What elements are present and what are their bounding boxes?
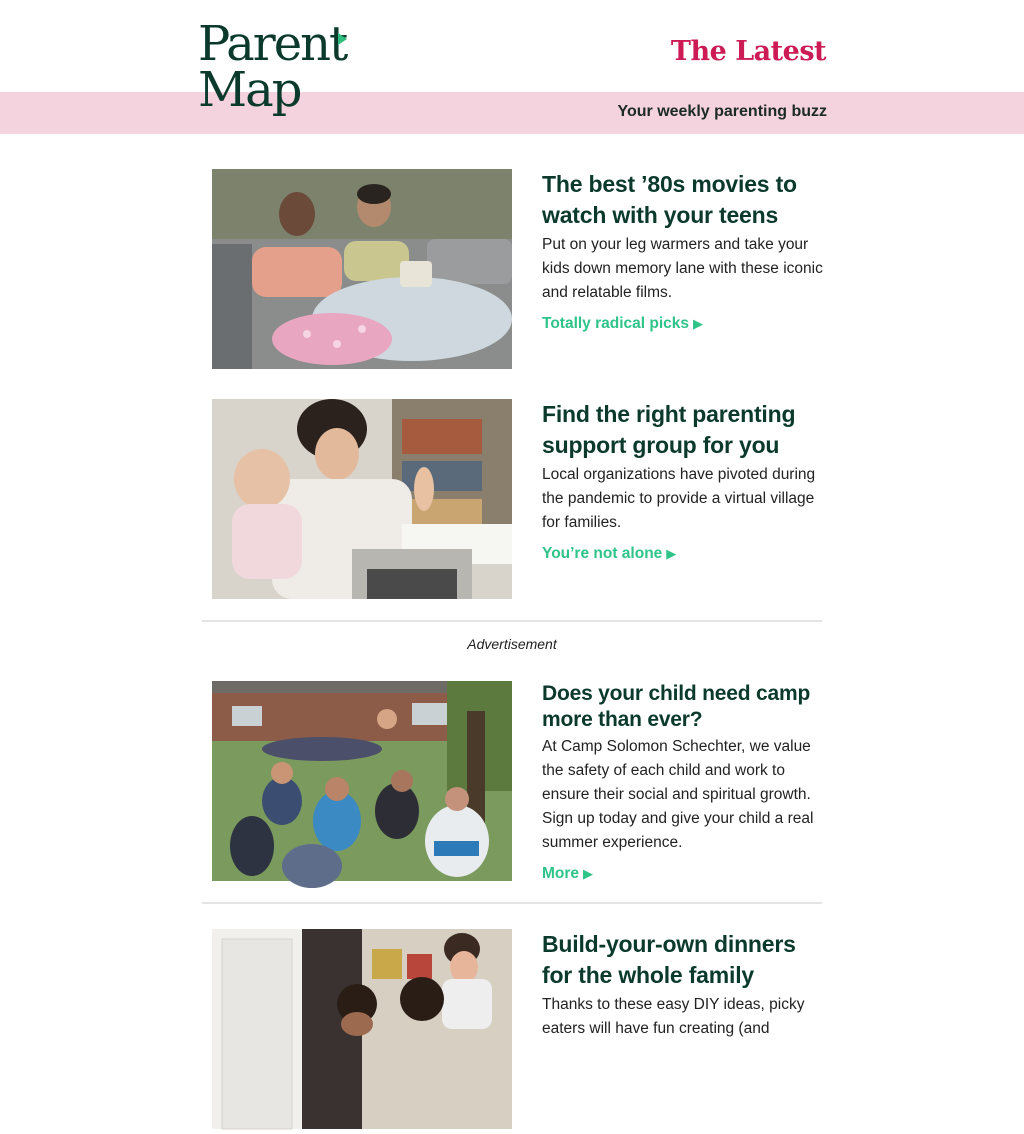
logo-text-map: Map [198, 62, 301, 118]
article-description: Put on your leg warmers and take your kids down memory lane with these iconic and relatable films. [542, 236, 823, 301]
article-link[interactable] [542, 545, 676, 563]
article-description: Thanks to these easy DIY ideas, picky eaters will have fun creating (and [542, 996, 805, 1037]
tagline-bar [0, 92, 1024, 134]
tagline: Your weekly parenting buzz [617, 103, 827, 120]
article-link[interactable] [542, 315, 703, 333]
article-image[interactable] [212, 169, 512, 369]
article-link-label: More [542, 865, 580, 882]
play-arrow-icon: ▶ [666, 546, 677, 561]
couch-movie-photo [212, 169, 512, 369]
advertisement-label: Advertisement [467, 636, 557, 652]
logo-text-parent: Parent [198, 16, 347, 72]
article-link-label: You’re not alone [542, 545, 663, 562]
camp-photo [212, 681, 512, 881]
article-link[interactable] [542, 865, 593, 883]
article-image[interactable] [212, 929, 512, 1129]
article-link-label: Totally radical picks [542, 315, 690, 332]
logo-play-icon [338, 33, 347, 45]
play-arrow-icon: ▶ [693, 316, 704, 331]
article-title[interactable]: The best ’80s movies to watch with your teens [542, 171, 797, 228]
kitchen-photo [212, 929, 512, 1129]
play-arrow-icon: ▶ [583, 866, 594, 881]
section-title: The Latest [670, 36, 826, 67]
mother-baby-photo [212, 399, 512, 599]
article-description: Local organizations have pivoted during the pandemic to provide a virtual village for families. [542, 466, 816, 531]
article-title[interactable]: Build-your-own dinners for the whole family [542, 931, 796, 988]
divider [202, 620, 822, 622]
article-title[interactable]: Does your child need camp more than ever? [542, 682, 811, 731]
parentmap-logo[interactable] [198, 18, 358, 122]
divider [202, 902, 822, 904]
article-image[interactable] [212, 399, 512, 599]
article-title[interactable]: Find the right parenting support group for you [542, 401, 796, 458]
article-description: At Camp Solomon Schechter, we value the safety of each child and work to ensure their social and spiritual growth. Sign up today and give your child a real summer experience. [542, 738, 814, 851]
article-image[interactable] [212, 681, 512, 881]
